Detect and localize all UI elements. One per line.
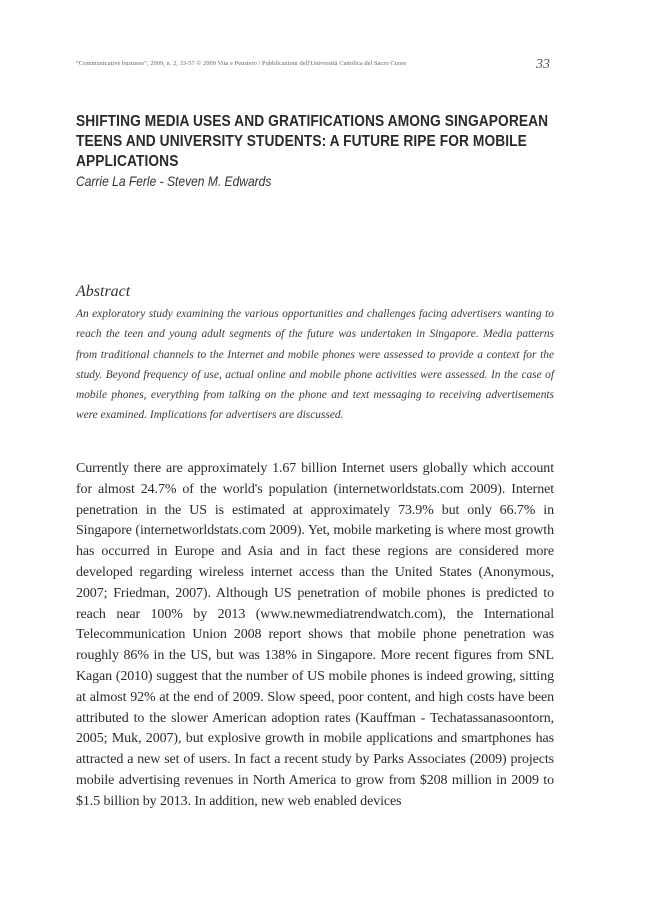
page-number: 33 bbox=[536, 57, 550, 72]
abstract-heading: Abstract bbox=[76, 283, 131, 300]
abstract-text: An exploratory study examining the various opportunities and challenges facing advertisers wanting to reach the teen and young adult segments of the future was undertaken in Singapore. Media patterns from traditional channels to the Internet and mobile phones were assessed to provide a context for the study. Beyond frequency of use, actual online and mobile phone activities were assessed. In the case of mobile phones, everything from talking on the phone and text messaging to receiving advertisements were examined. Implications for advertisers are discussed. bbox=[76, 308, 554, 422]
article-authors: Carrie La Ferle - Steven M. Edwards bbox=[76, 173, 272, 189]
article-title: SHIFTING MEDIA USES AND GRATIFICATIONS AMONG SINGAPOREAN TEENS AND UNIVERSITY STUDENTS: A FUTURE RIPE FOR MOBILE APPLICATIONS bbox=[76, 113, 549, 170]
title-block bbox=[76, 112, 566, 189]
body-paragraph: Currently there are approximately 1.67 billion Internet users globally which account for almost 24.7% of the world's population (internetworldstats.com 2009). Internet penetration in the US is estimated at approximately 73.9% but only 66.7% in Singapore (internetworldstats.com 2009). Yet, mobile marketing is where most growth has occurred in Europe and Asia and in fact these regions are considered more developed regarding wireless internet access than the United States (Anonymous, 2007; Friedman, 2007). Although US penetration of mobile phones is predicted to reach near 100% by 2013 (www.newmediatrendwatch.com), the International Telecommunication Union 2008 report shows that mobile phone penetration was roughly 86% in the US, but was 138% in Singapore. More recent figures from SNL Kagan (2010) suggest that the number of US mobile phones is indeed growing, sitting at almost 92% at the end of 2009. Slow speed, poor content, and high costs have been attributed to the slower American adoption rates (Kauffman - Techatassanasoontorn, 2005; Muk, 2007), but explosive growth in mobile applications and smartphones has attracted a new set of users. In fact a recent study by Parks Associates (2009) projects mobile advertising revenues in North America to grow from $208 million in 2009 to $1.5 billion by 2013. In addition, new web enabled devices bbox=[76, 461, 554, 809]
running-header: “Communicative business”, 2009, n. 2, 33-57 © 2009 Vita e Pensiero / Pubblicazioni dell'Università Cattolica del Sacro Cuore bbox=[76, 60, 407, 67]
